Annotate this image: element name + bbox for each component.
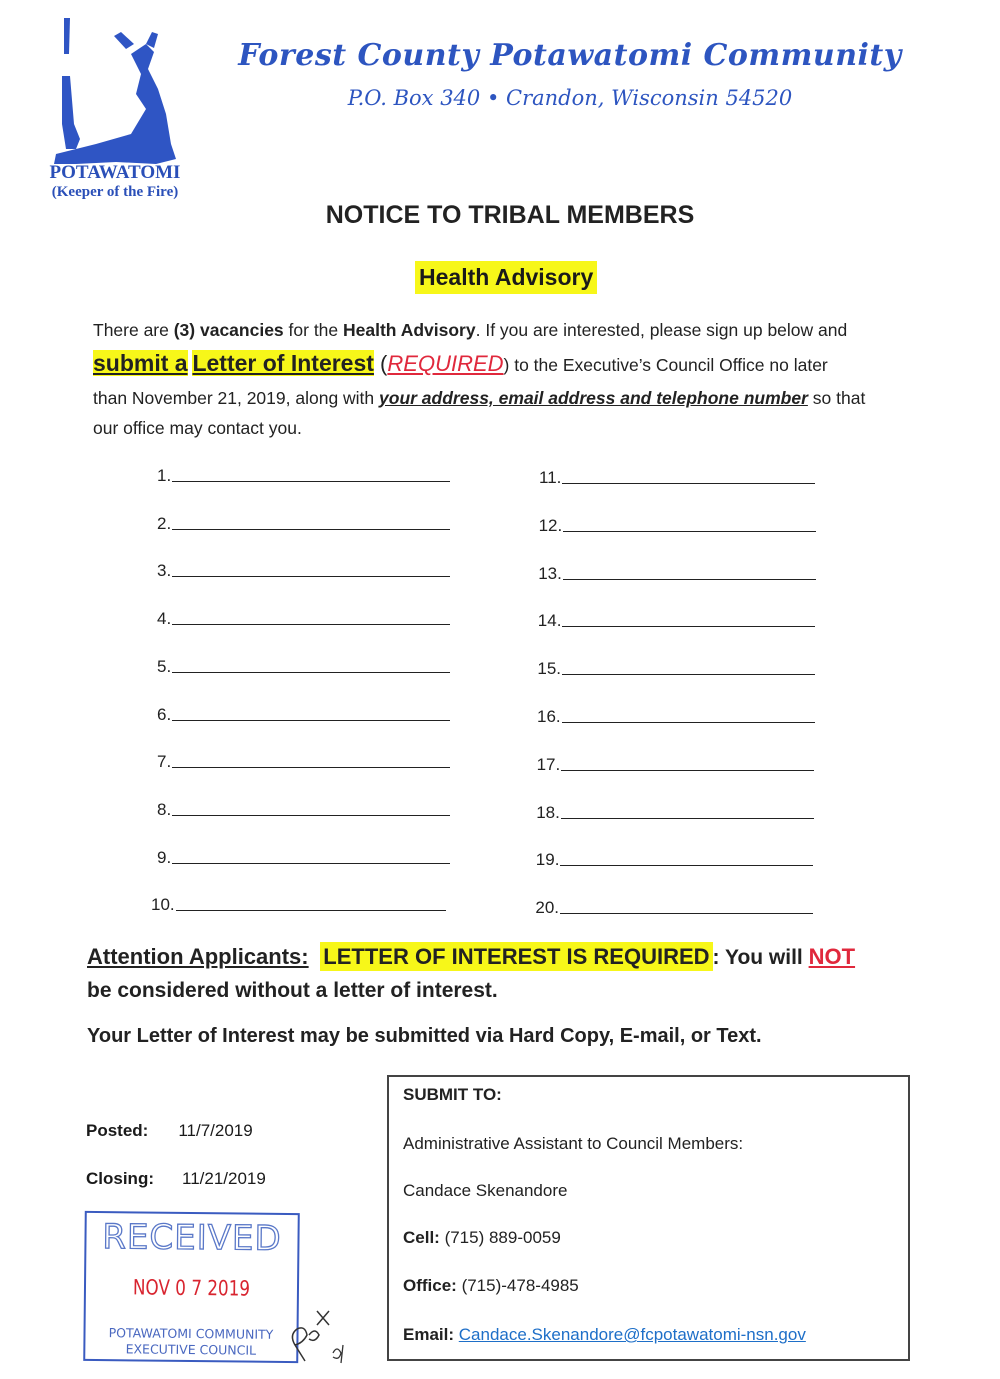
signup-number: 11. xyxy=(539,468,562,487)
received-stamp xyxy=(83,1211,300,1363)
submit-to-box xyxy=(387,1075,910,1361)
signup-blank[interactable] xyxy=(562,482,815,484)
signup-line[interactable] xyxy=(537,755,815,775)
paragraph-line-4: our office may contact you. xyxy=(93,418,302,438)
contact-name: Candace Skenandore xyxy=(403,1181,568,1200)
signup-blank[interactable] xyxy=(176,909,446,911)
organization-address: P.O. Box 340 • Crandon, Wisconsin 54520 xyxy=(347,86,793,110)
signup-number: 14. xyxy=(537,611,562,631)
signup-line[interactable] xyxy=(536,803,814,823)
signup-blank[interactable] xyxy=(560,864,813,866)
submission-methods: Your Letter of Interest may be submitted via Hard Copy, E-mail, or Text. xyxy=(87,1025,762,1047)
office-phone: Office: (715)-478-4985 xyxy=(403,1276,579,1295)
signup-number: 4. xyxy=(157,609,172,629)
signup-blank[interactable] xyxy=(561,769,814,771)
signup-blank[interactable] xyxy=(172,719,450,721)
signup-line[interactable] xyxy=(537,659,815,679)
signup-number: 19. xyxy=(535,850,560,870)
signup-blank[interactable] xyxy=(172,814,450,816)
signup-number: 17. xyxy=(536,754,561,774)
signup-blank[interactable] xyxy=(563,530,816,532)
paragraph-line-3: than November 21, 2019, along with your address, email address and telephone number so that xyxy=(93,388,866,408)
signup-line[interactable] xyxy=(157,848,450,868)
required-text: REQUIRED xyxy=(387,351,504,376)
signup-number: 5. xyxy=(157,656,172,676)
signup-number: 1. xyxy=(157,466,172,485)
notice-subtitle: Health Advisory xyxy=(415,261,597,294)
signup-line[interactable] xyxy=(157,800,450,820)
signup-line[interactable] xyxy=(157,561,450,581)
signup-line[interactable] xyxy=(538,611,816,631)
signup-blank[interactable] xyxy=(172,766,450,768)
signup-number: 7. xyxy=(157,752,172,772)
attention-label: Attention Applicants: xyxy=(87,944,309,969)
signup-number: 6. xyxy=(157,704,172,724)
signup-line[interactable] xyxy=(157,752,450,772)
contact-requirement: your address, email address and telephone number xyxy=(379,388,808,408)
notice-title: NOTICE TO TRIBAL MEMBERS xyxy=(325,201,695,229)
signup-blank[interactable] xyxy=(172,575,450,577)
paragraph-line-1: There are (3) vacancies for the Health Advisory. If you are interested, please sign up below and xyxy=(93,320,848,340)
letter-of-interest-text: Letter of Interest xyxy=(192,350,374,376)
posted-date: Posted: 11/7/2019 xyxy=(86,1121,253,1140)
signup-line[interactable] xyxy=(157,705,450,725)
signup-number: 9. xyxy=(157,847,172,867)
logo-name: POTAWATOMI xyxy=(49,162,181,183)
stamp-organization: POTAWATOMI COMMUNITY EXECUTIVE COUNCIL xyxy=(108,1325,274,1358)
logo-subtitle: (Keeper of the Fire) xyxy=(51,184,179,200)
signup-blank[interactable] xyxy=(560,912,813,914)
not-text: NOT xyxy=(808,944,856,969)
signup-blank[interactable] xyxy=(172,480,450,482)
signup-blank[interactable] xyxy=(562,625,815,627)
submit-a-text: submit a xyxy=(93,350,188,376)
stamp-received: RECEIVED xyxy=(102,1217,282,1259)
signup-line[interactable] xyxy=(157,466,450,486)
signup-line[interactable] xyxy=(539,468,815,488)
attention-block: Attention Applicants: LETTER OF INTEREST IS REQUIRED : You will NOT be considered without a letter of interest. xyxy=(87,940,937,1007)
signup-blank[interactable] xyxy=(172,528,450,530)
signup-blank[interactable] xyxy=(562,721,815,723)
cell-phone: Cell: (715) 889-0059 xyxy=(403,1228,561,1247)
signup-number: 18. xyxy=(536,802,560,822)
signup-blank[interactable] xyxy=(561,817,814,819)
signup-line[interactable] xyxy=(539,516,817,536)
handwritten-initials xyxy=(285,1305,355,1367)
signup-number: 2. xyxy=(157,513,172,533)
attention-rest: be considered without a letter of interest. xyxy=(87,979,498,1002)
signup-blank[interactable] xyxy=(172,671,450,673)
stamp-date: NOV 0 7 2019 xyxy=(132,1275,251,1301)
signup-line[interactable] xyxy=(536,850,814,870)
signup-line[interactable] xyxy=(157,609,450,629)
signup-number: 20. xyxy=(535,898,560,918)
contact-email: Email: Candace.Skenandore@fcpotawatomi-nsn.gov xyxy=(403,1325,806,1344)
signup-number: 8. xyxy=(157,799,172,819)
signup-blank[interactable] xyxy=(172,862,450,864)
organization-name: Forest County Potawatomi Community xyxy=(238,38,902,73)
closing-date: Closing: 11/21/2019 xyxy=(86,1169,266,1188)
signup-line[interactable] xyxy=(537,707,815,727)
submit-to-heading: SUBMIT TO: xyxy=(403,1085,502,1104)
letter-required-text: LETTER OF INTEREST IS REQUIRED xyxy=(320,942,712,971)
signup-line[interactable] xyxy=(535,898,813,918)
signup-blank[interactable] xyxy=(562,673,815,675)
signup-line[interactable] xyxy=(538,564,816,584)
signup-line[interactable] xyxy=(157,657,450,677)
signup-blank[interactable] xyxy=(172,623,450,625)
signup-number: 10. xyxy=(151,895,175,915)
paragraph-line-2: submit a Letter of Interest (REQUIRED) to the Executive’s Council Office no later xyxy=(93,350,828,376)
contact-role: Administrative Assistant to Council Members: xyxy=(403,1134,744,1153)
signup-number: 13. xyxy=(538,563,562,583)
signup-number: 16. xyxy=(537,707,561,726)
signup-number: 15. xyxy=(537,659,562,679)
signup-line[interactable] xyxy=(157,514,450,534)
signup-number: 12. xyxy=(538,515,563,535)
signup-blank[interactable] xyxy=(563,578,816,580)
signup-number: 3. xyxy=(157,561,172,581)
signup-line[interactable] xyxy=(151,895,446,915)
email-link[interactable]: Candace.Skenandore@fcpotawatomi-nsn.gov xyxy=(458,1325,806,1344)
notice-paragraph xyxy=(93,314,923,441)
